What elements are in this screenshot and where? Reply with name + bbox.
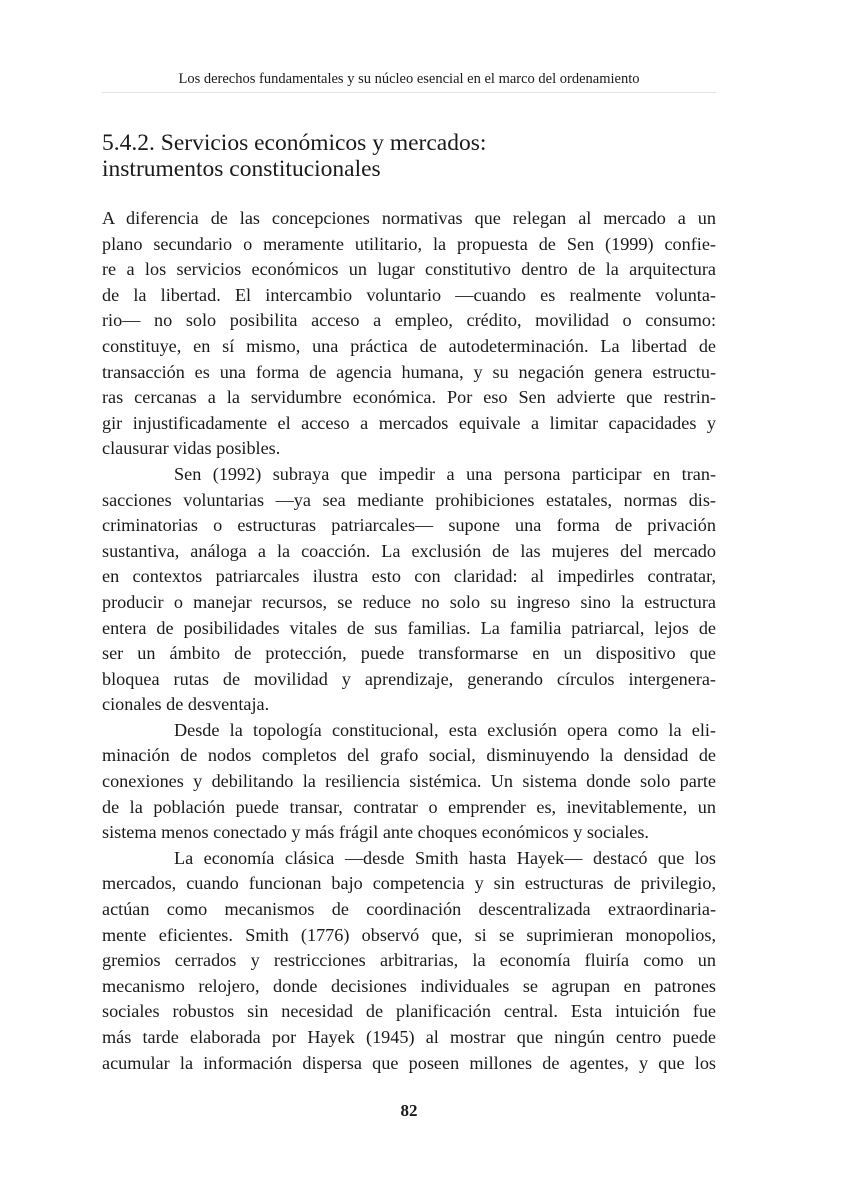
- text-line: criminatorias o estructuras patriarcales— supone una forma de privación: [102, 515, 716, 536]
- text-line: sociales robustos sin necesidad de planificación central. Esta intuición fue: [102, 1001, 716, 1022]
- running-header: Los derechos fundamentales y su núcleo esencial en el marco del ordenamiento: [178, 71, 640, 87]
- text-line: conexiones y debilitando la resiliencia sistémica. Un sistema donde solo parte: [102, 771, 716, 792]
- page-number: 82: [400, 1101, 418, 1120]
- text-line: A diferencia de las concepciones normativas que relegan al mercado a un: [102, 208, 716, 228]
- text-line: mente eficientes. Smith (1776) observó que, si se suprimieran monopolios,: [102, 924, 716, 945]
- text-line: plano secundario o meramente utilitario, la propuesta de Sen (1999) confie-: [102, 233, 716, 254]
- text-line: Desde la topología constitucional, esta exclusión opera como la eli-: [174, 719, 716, 740]
- section-heading: [102, 130, 716, 182]
- text-line: sustantiva, análoga a la coacción. La exclusión de las mujeres del mercado: [102, 540, 716, 561]
- text-line: transacción es una forma de agencia humana, y su negación genera estructu-: [102, 361, 716, 382]
- body-text: [102, 206, 716, 1076]
- text-line: sacciones voluntarias —ya sea mediante prohibiciones estatales, normas dis-: [102, 489, 716, 510]
- text-line: entera de posibilidades vitales de sus familias. La familia patriarcal, lejos de: [102, 617, 716, 638]
- text-line: producir o manejar recursos, se reduce no solo su ingreso sino la estructura: [102, 591, 716, 612]
- text-line: clausurar vidas posibles.: [102, 438, 281, 459]
- paragraph: [102, 718, 716, 846]
- text-line: bloquea rutas de movilidad y aprendizaje, generando círculos intergenera-: [102, 668, 716, 689]
- text-line: gremios cerrados y restricciones arbitrarias, la economía fluiría como un: [102, 950, 716, 971]
- text-line: La economía clásica —desde Smith hasta Hayek— destacó que los: [174, 847, 716, 868]
- header-rule: [102, 92, 716, 93]
- text-line: en contextos patriarcales ilustra esto con claridad: al impedirles contratar,: [102, 566, 716, 587]
- section-heading-line-1: 5.4.2. Servicios económicos y mercados:: [102, 130, 487, 156]
- text-line: acumular la información dispersa que poseen millones de agentes, y que los: [102, 1052, 716, 1073]
- paragraph: [102, 846, 716, 1076]
- text-line: de la población puede transar, contratar o emprender es, inevitablemente, un: [102, 796, 716, 817]
- text-line: sistema menos conectado y más frágil ante choques económicos y sociales.: [102, 822, 649, 843]
- text-line: más tarde elaborada por Hayek (1945) al mostrar que ningún centro puede: [102, 1027, 716, 1047]
- text-line: Sen (1992) subraya que impedir a una persona participar en tran-: [174, 463, 716, 484]
- text-line: constituye, en sí mismo, una práctica de autodeterminación. La libertad de: [102, 335, 716, 356]
- text-line: actúan como mecanismos de coordinación descentralizada extraordinaria-: [102, 899, 716, 920]
- text-line: ras cercanas a la servidumbre económica. Por eso Sen advierte que restrin-: [102, 387, 716, 408]
- paragraph: [102, 462, 716, 718]
- text-line: rio— no solo posibilita acceso a empleo, crédito, movilidad o consumo:: [102, 310, 716, 331]
- text-line: mecanismo relojero, donde decisiones individuales se agrupan en patrones: [102, 975, 716, 996]
- paragraph: [102, 206, 716, 462]
- text-line: mercados, cuando funcionan bajo competencia y sin estructuras de privilegio,: [102, 873, 716, 894]
- text-line: de la libertad. El intercambio voluntario —cuando es realmente volunta-: [102, 284, 716, 305]
- text-line: gir injustificadamente el acceso a mercados equivale a limitar capacidades y: [102, 412, 716, 433]
- section-heading-line-2: instrumentos constitucionales: [102, 156, 381, 182]
- text-line: ser un ámbito de protección, puede transformarse en un dispositivo que: [102, 643, 716, 664]
- text-line: re a los servicios económicos un lugar constitutivo dentro de la arquitectura: [102, 259, 716, 280]
- text-line: cionales de desventaja.: [102, 694, 270, 715]
- text-line: minación de nodos completos del grafo social, disminuyendo la densidad de: [102, 745, 716, 766]
